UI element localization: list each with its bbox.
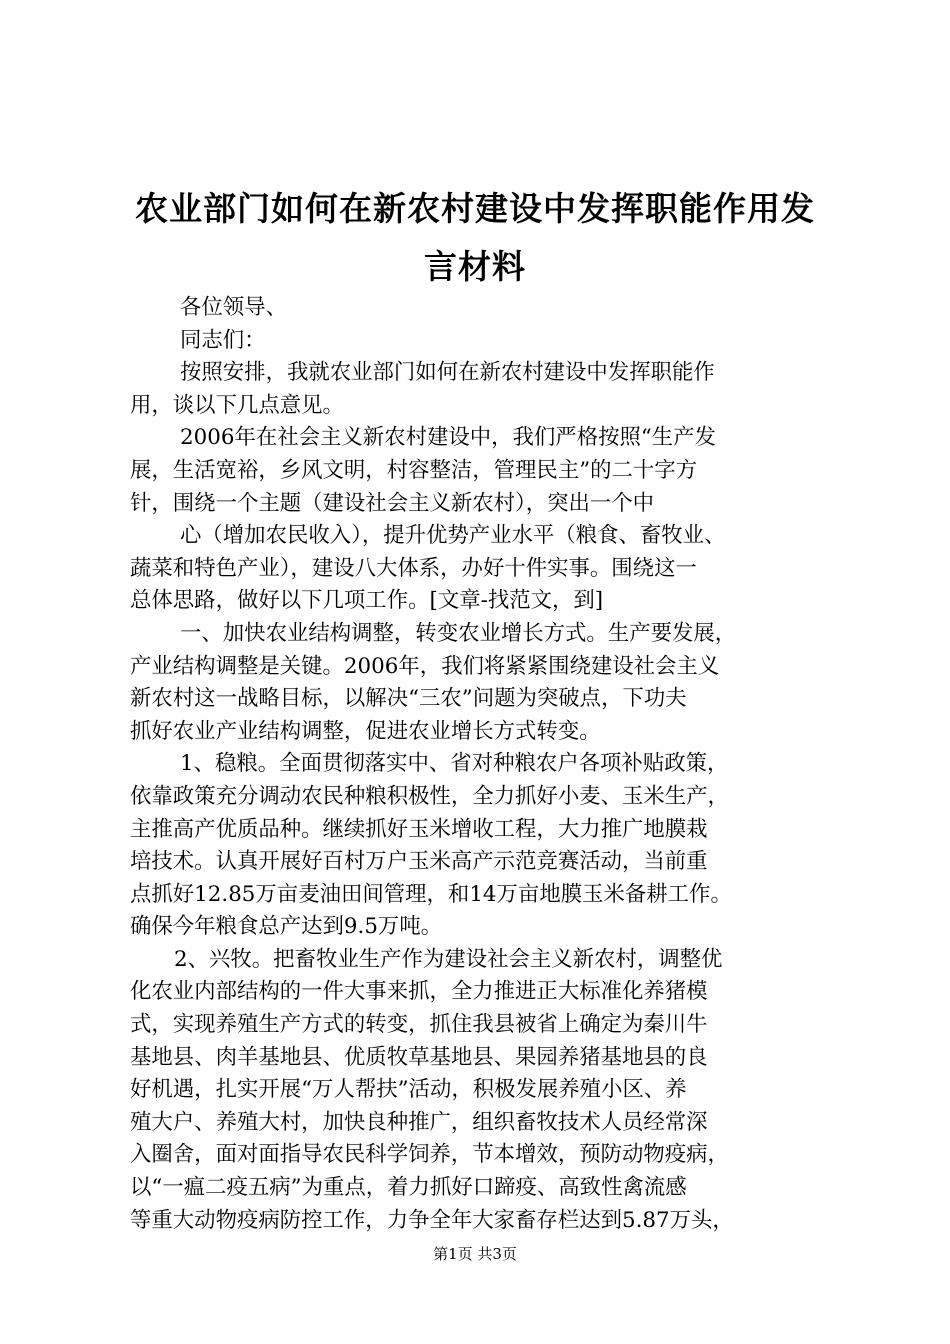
document-body bbox=[130, 292, 830, 1237]
paragraph-line: 产业结构调整是关键。2006年，我们将紧紧围绕建设社会主义 bbox=[130, 653, 720, 679]
paragraph-line: 培技术。认真开展好百村万户玉米高产示范竞赛活动，当前重 bbox=[130, 849, 708, 875]
paragraph-line: 展，生活宽裕，乡风文明，村容整洁，管理民主”的二十字方 bbox=[130, 457, 698, 483]
paragraph-line: 入圈舍，面对面指导农民科学饲养，节本增效，预防动物疫病， bbox=[130, 1142, 729, 1168]
paragraph-line: 2006年在社会主义新农村建设中，我们严格按照“生产发 bbox=[180, 425, 716, 451]
paragraph-line: 确保今年粮食总产达到9.5万吨。 bbox=[130, 914, 443, 940]
paragraph-line: 2、兴牧。把畜牧业生产作为建设社会主义新农村，调整优 bbox=[174, 946, 723, 972]
paragraph-line: 以“一瘟二疫五病”为重点，着力抓好口蹄疫、高致性禽流感 bbox=[130, 1175, 687, 1201]
document-title bbox=[100, 180, 850, 296]
paragraph-line: 抓好农业产业结构调整，促进农业增长方式转变。 bbox=[130, 718, 601, 744]
paragraph-line: 式，实现养殖生产方式的转变，抓住我县被省上确定为秦川牛 bbox=[130, 1012, 708, 1038]
paragraph-line: 殖大户、养殖大村，加快良种推广，组织畜牧技术人员经常深 bbox=[130, 1109, 708, 1135]
salutation-line: 同志们： bbox=[180, 327, 266, 353]
paragraph-line: 基地县、肉羊基地县、优质牧草基地县、果园养猪基地县的良 bbox=[130, 1044, 708, 1070]
paragraph-line: 按照安排，我就农业部门如何在新农村建设中发挥职能作 bbox=[180, 360, 715, 386]
title-line-2: 言材料 bbox=[424, 247, 526, 286]
paragraph-line: 心（增加农民收入），提升优势产业水平（粮食、畜牧业、 bbox=[180, 523, 726, 549]
paragraph-line: 好机遇，扎实开展“万人帮扶”活动，积极发展养殖小区、养 bbox=[130, 1077, 687, 1103]
paragraph-line: 主推高产优质品种。继续抓好玉米增收工程，大力推广地膜栽 bbox=[130, 816, 708, 842]
paragraph-line: 点抓好12.85万亩麦油田间管理，和14万亩地膜玉米备耕工作。 bbox=[130, 881, 732, 907]
section-heading-line: 一、加快农业结构调整，转变农业增长方式。生产要发展， bbox=[180, 620, 737, 646]
title-line-1: 农业部门如何在新农村建设中发挥职能作用发 bbox=[135, 189, 815, 228]
paragraph-line: 1、稳粮。全面贯彻落实中、省对种粮农户各项补贴政策， bbox=[180, 751, 729, 777]
page-footer: 第1页 共3页 bbox=[433, 1245, 517, 1263]
paragraph-line: 新农村这一战略目标，以解决“三农”问题为突破点，下功夫 bbox=[130, 686, 687, 712]
paragraph-line: 用，谈以下几点意见。 bbox=[130, 392, 344, 418]
paragraph-line: 等重大动物疫病防控工作，力争全年大家畜存栏达到5.87万头， bbox=[130, 1207, 734, 1233]
paragraph-line: 化农业内部结构的一件大事来抓，全力推进正大标准化养猪模 bbox=[130, 979, 708, 1005]
paragraph-line: 依靠政策充分调动农民种粮积极性，全力抓好小麦、玉米生产， bbox=[130, 783, 729, 809]
paragraph-line: 针，围绕一个主题（建设社会主义新农村），突出一个中 bbox=[130, 490, 655, 516]
salutation-line: 各位领导、 bbox=[180, 295, 287, 320]
paragraph-line: 蔬菜和特色产业），建设八大体系，办好十件实事。围绕这一 bbox=[130, 555, 697, 581]
paragraph-line: 总体思路，做好以下几项工作。[文章-找范文，到] bbox=[130, 588, 604, 614]
